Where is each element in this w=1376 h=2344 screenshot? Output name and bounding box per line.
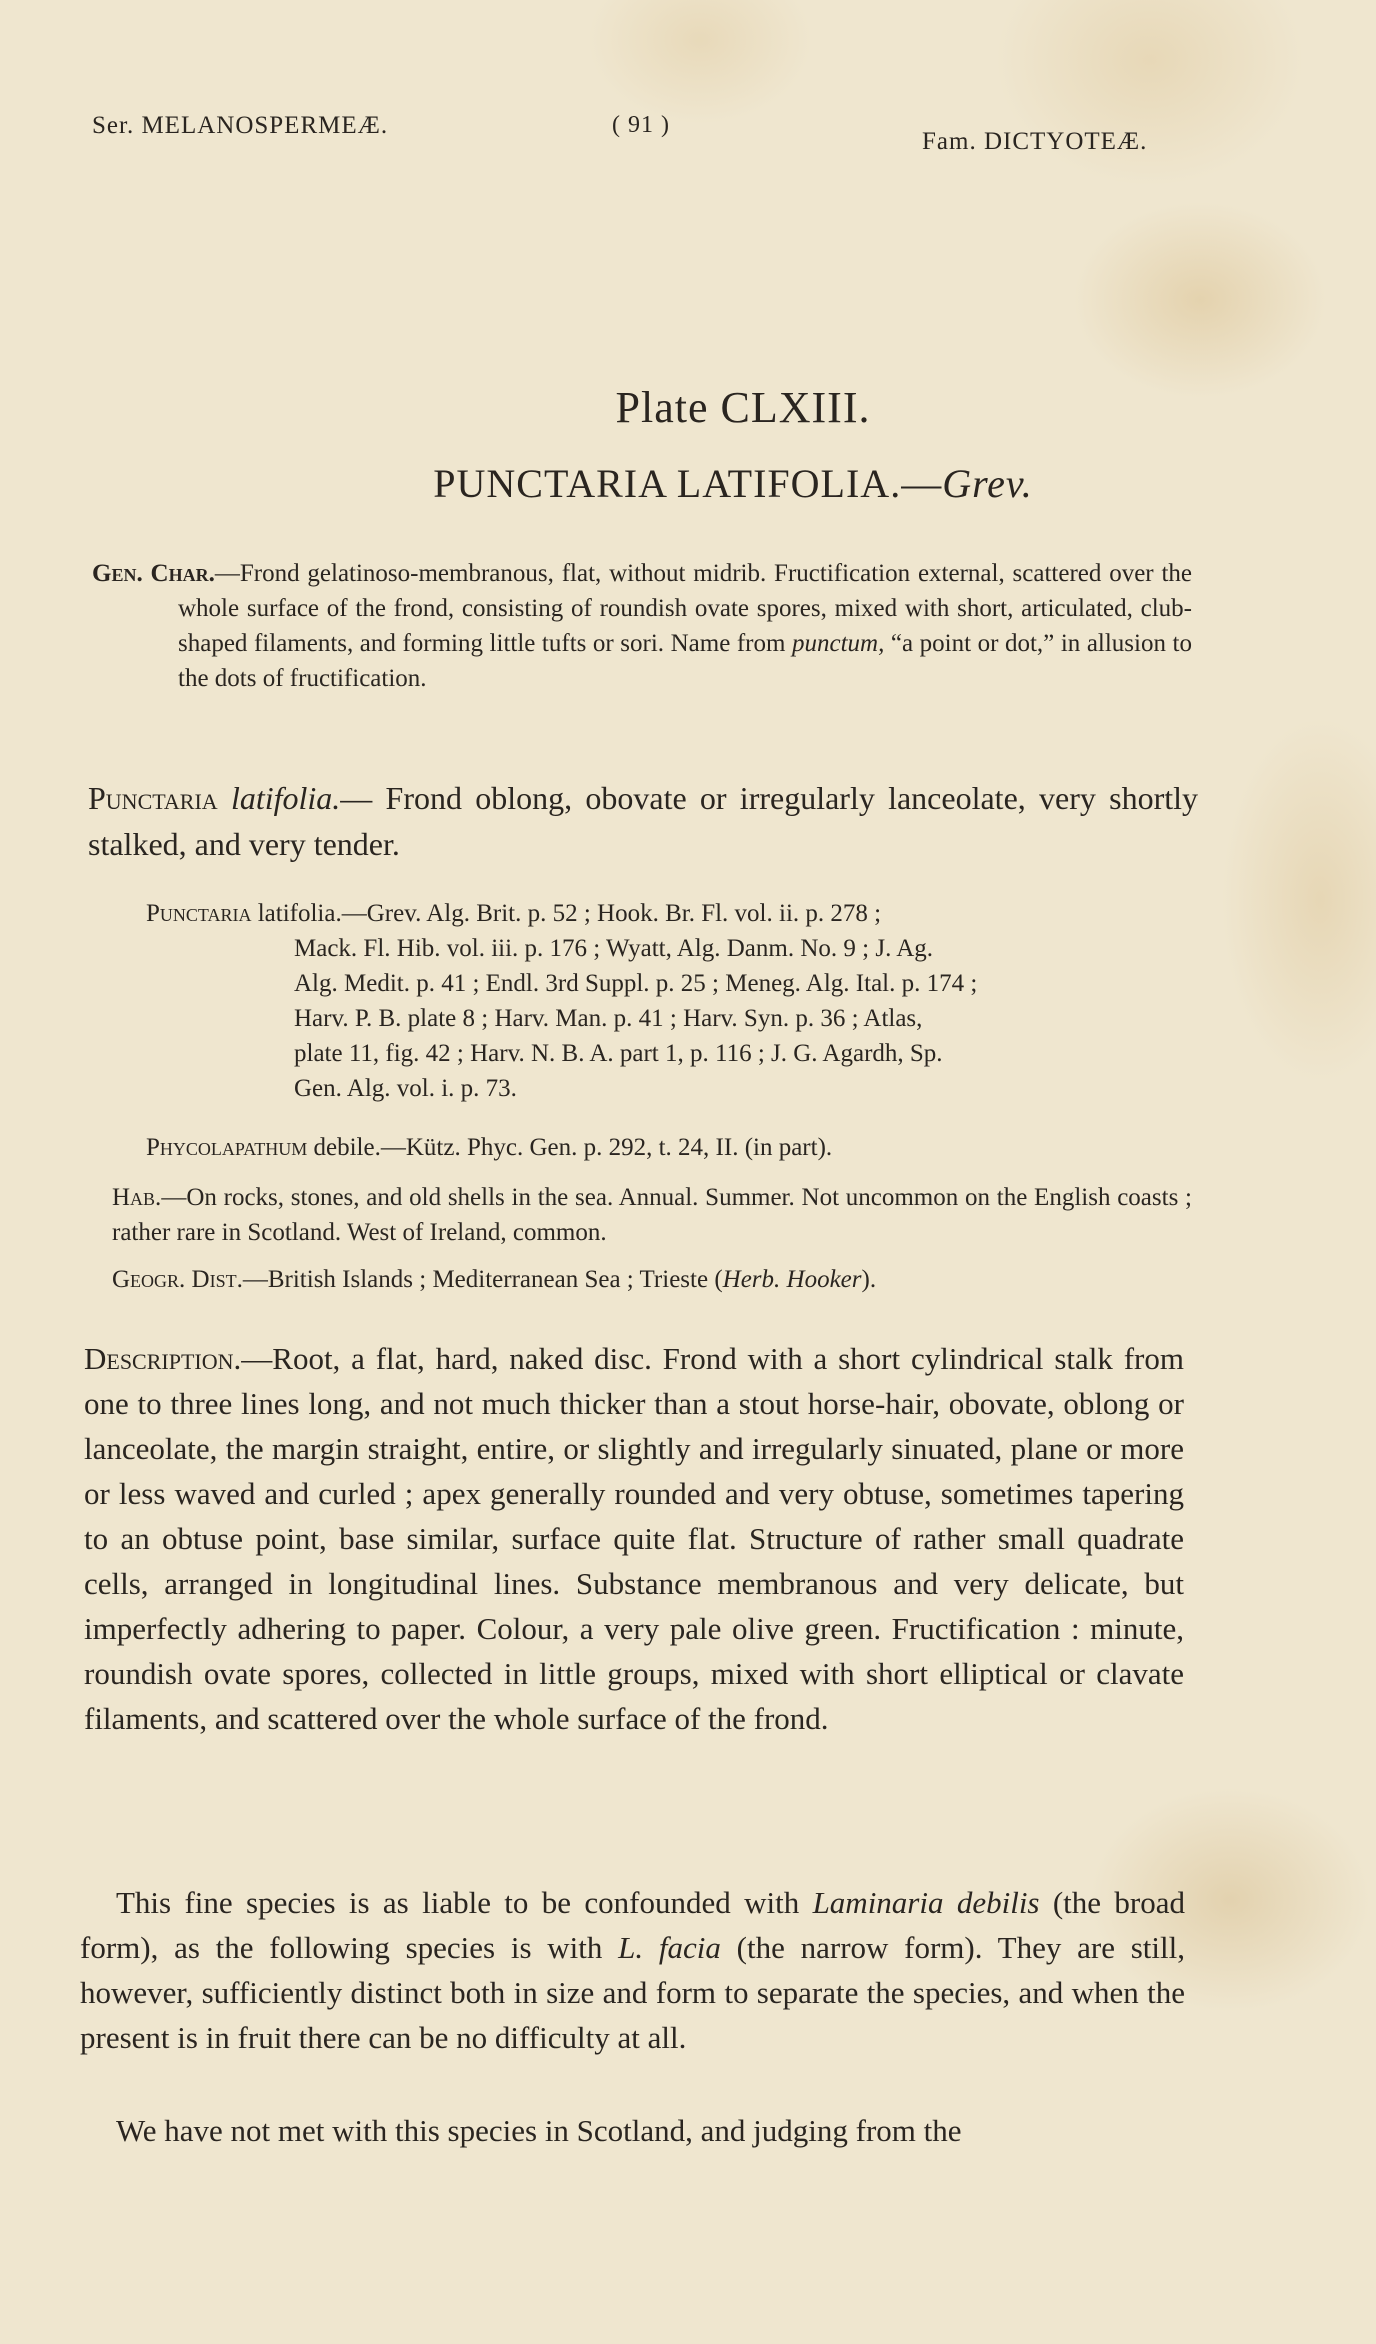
genus-character: [92, 556, 1192, 696]
geogr-text: —British Islands ; Mediterranean Sea ; Trieste (: [242, 1266, 723, 1293]
plate-heading: [0, 382, 1376, 433]
gen-char-text: —Frond gelatinoso-membranous, flat, without midrib. Fructification external, scattered over the whole surface of the frond, consisting of roundish ovate spores, mixed with short, articulated, club-shaped filaments, and forming little tufts or sori. Name from: [178, 560, 1192, 657]
geogr-herb: Herb. Hooker: [722, 1266, 862, 1293]
gen-char-label: Gen. Char.: [92, 560, 215, 587]
hab-text: —On rocks, stones, and old shells in the sea. Annual. Summer. Not uncommon on the English coasts ; rather rare in Scotland. West of Ireland, common.: [112, 1184, 1192, 1246]
synonymy-line-1: [146, 896, 1186, 931]
synonym-phycolapathum: [146, 1130, 1186, 1165]
synonymy-line-2: Mack. Fl. Hib. vol. iii. p. 176 ; Wyatt, Alg. Danm. No. 9 ; J. Ag.: [294, 935, 934, 962]
synonymy-line-4: Harv. P. B. plate 8 ; Harv. Man. p. 41 ; Harv. Syn. p. 36 ; Atlas,: [294, 1005, 923, 1032]
running-header-left: Ser. MELANOSPERMEÆ.: [92, 112, 389, 139]
diagnosis-species: latifolia.: [230, 780, 341, 816]
gen-char-tail: “a point or dot,” in allusion to the dots of fructification.: [178, 630, 1192, 692]
synonymy-line-6: Gen. Alg. vol. i. p. 73.: [294, 1075, 517, 1102]
geogr-close: ).: [861, 1266, 877, 1293]
para1-laminaria: Laminaria debilis: [812, 1885, 1040, 1920]
para1-l-facia: L. facia: [618, 1930, 721, 1965]
description-text: —Root, a flat, hard, naked disc. Frond with a short cylindrical stalk from one to three lines long, and not much thicker than a stout horse-hair, obovate, oblong or lanceolate, the margin straight, entire, or slightly and irregularly sinuated, plane or more or less waved and curled ; apex generally rounded and very obtuse, sometimes tapering to an obtuse point, base similar, surface quite flat. Structure of rather small quadrate cells, arranged in longitudinal lines. Substance membranous and very delicate, but imperfectly adhering to paper. Colour, a very pale olive green. Fructification : minute, roundish ovate spores, collected in little groups, mixed with short elliptical or clavate filaments, and scattered over the whole surface of the frond.: [84, 1341, 1184, 1736]
plate-number: Plate CLXIII.: [615, 383, 871, 432]
para1-a: This fine species is as liable to be confounded with: [116, 1885, 813, 1920]
synonymy-line-5: plate 11, fig. 42 ; Harv. N. B. A. part 1, p. 116 ; J. G. Agardh, Sp.: [294, 1040, 943, 1067]
geographic-distribution: [112, 1262, 1192, 1297]
page-number: ( 91 ): [612, 112, 670, 138]
phyco-lead: Phycolapathum: [146, 1134, 308, 1161]
species-diagnosis: [88, 775, 1198, 867]
synonymy-line-3: Alg. Medit. p. 41 ; Endl. 3rd Suppl. p. 25 ; Meneg. Alg. Ital. p. 174 ;: [294, 970, 978, 997]
description-label: Description.: [84, 1341, 242, 1376]
running-header-right: Fam. DICTYOTEÆ.: [922, 128, 1148, 155]
para1-e: (the narrow form). They are still, however, sufficiently distinct both in size and form to separate the species, and when the present is in fruit there can be no difficulty at all.: [80, 1930, 1185, 2055]
comparison-paragraph: [80, 1880, 1185, 2060]
species-title: [0, 460, 1376, 507]
synonymy: [146, 896, 1186, 1106]
species-author: Grev.: [942, 461, 1033, 506]
para1-c: (the broad form), as the following species is with: [80, 1885, 1185, 1965]
synonymy-lead: Punctaria: [146, 900, 252, 927]
geogr-label: Geogr. Dist.: [112, 1266, 243, 1293]
diagnosis-text: — Frond oblong, obovate or irregularly lanceolate, very shortly stalked, and very tender.: [88, 780, 1199, 862]
hab-label: Hab.: [112, 1184, 162, 1211]
species-name: PUNCTARIA LATIFOLIA.—: [433, 461, 943, 506]
diagnosis-genus: Punctaria: [88, 780, 218, 816]
synonymy-line1-text: latifolia.—Grev. Alg. Brit. p. 52 ; Hook. Br. Fl. vol. ii. p. 278 ;: [251, 900, 882, 927]
description: [84, 1336, 1184, 1741]
habitat: [112, 1180, 1192, 1250]
closing-paragraph: We have not met with this species in Scotland, and judging from the: [116, 2113, 962, 2148]
phyco-text: debile.—Kütz. Phyc. Gen. p. 292, t. 24, II. (in part).: [307, 1134, 833, 1161]
gen-char-word: punctum,: [792, 630, 885, 657]
